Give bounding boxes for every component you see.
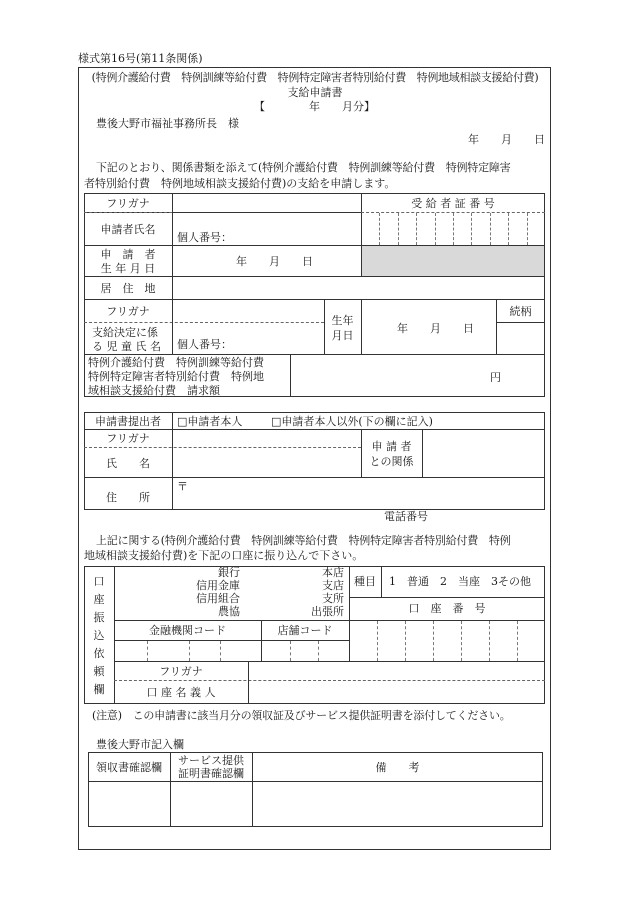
phone-label: 電話番号	[384, 510, 428, 523]
applicant-name-label: 申請者氏名	[100, 223, 156, 236]
bank-side-label-2: 座	[93, 593, 105, 606]
applicant-personal-number[interactable]: 個人番号：	[177, 231, 232, 244]
address-label: 居 住 地	[100, 282, 156, 295]
bank-side-label-4: 込	[93, 629, 105, 642]
submitter-relation-label-1: 申 請 者	[371, 440, 412, 453]
bank-side-label-6: 頼	[93, 665, 105, 678]
submitter-address-label: 住 所	[106, 491, 150, 504]
submitter-furigana-label: フリガナ	[106, 432, 150, 445]
submitter-option-other[interactable]: □申請者本人以外(下の欄に記入)	[271, 415, 433, 428]
inst-type-bank: 銀行	[218, 566, 240, 579]
branch-type-branch: 支店	[322, 579, 344, 592]
submitter-relation-label-2: との関係	[369, 455, 414, 468]
bank-intro-line-1: 上記に関する(特例介護給付費 特例訓練等給付費 特例特定障害者特別給付費 特例	[96, 534, 511, 547]
inst-type-nokyo: 農協	[218, 605, 240, 618]
city-section-title: 豊後大野市記入欄	[96, 738, 184, 751]
branch-type-main: 本店	[322, 566, 344, 579]
postal-mark: 〒	[177, 480, 188, 493]
month-bracket: 【 年 月分】	[254, 100, 375, 113]
form-title-types: (特例介護給付費 特例訓練等給付費 特例特定障害者特別給付費 特例地域相談支援給付費)	[91, 71, 539, 84]
form-number: 様式第16号(第11条関係)	[78, 52, 203, 65]
submitter-label: 申請書提出者	[95, 415, 161, 428]
account-kind-label: 種目	[354, 575, 376, 588]
bank-side-label-5: 依	[93, 647, 105, 660]
intro-line-2: 者特別給付費 特例地域相談支援給付費)の支給を申請します。	[84, 177, 396, 190]
child-birth-label-2: 月日	[331, 329, 354, 342]
holder-furigana-label: フリガナ	[159, 665, 203, 678]
claim-unit: 円	[490, 371, 501, 384]
claim-label-3: 域相談支援給付費 請求額	[88, 384, 220, 397]
bank-intro-line-2: 地域相談支援給付費)を下記の口座に振り込んで下さい。	[84, 549, 364, 562]
submitter-option-self[interactable]: □申請者本人	[177, 415, 243, 428]
inst-type-kumiai: 信用組合	[196, 592, 240, 605]
child-birth-label-1: 生年	[331, 314, 354, 327]
submitter-name-label: 氏 名	[106, 457, 150, 470]
branch-code-label: 店舗コード	[277, 624, 333, 637]
applicant-birth-date[interactable]: 年 月 日	[236, 255, 313, 268]
child-name-label-1: 支給決定に係	[92, 326, 158, 339]
applicant-birth-label-1: 申 請 者	[100, 248, 156, 261]
relation-label: 続柄	[509, 305, 532, 318]
receipt-check-label: 領収書確認欄	[96, 761, 162, 774]
account-kind-options[interactable]: 1 普通 2 当座 3その他	[389, 575, 531, 588]
institution-code-label: 金融機関コード	[149, 624, 226, 637]
applicant-furigana-label: フリガナ	[106, 197, 150, 210]
applicant-birth-label-2: 生 年 月 日	[100, 262, 156, 275]
account-number-label: 口 座 番 号	[408, 602, 486, 615]
service-check-label-2: 証明書確認欄	[178, 767, 244, 780]
child-furigana-label: フリガナ	[106, 305, 150, 318]
service-check-label-1: サービス提供	[178, 754, 244, 767]
form-title: 支給申請書	[287, 86, 343, 99]
recipient-number-label: 受 給 者 証 番 号	[411, 197, 495, 210]
inst-type-shinkin: 信用金庫	[196, 579, 240, 592]
addressee: 豊後大野市福祉事務所長 様	[96, 117, 239, 130]
branch-type-office: 出張所	[311, 605, 344, 618]
claim-label-2: 特例特定障害者特別給付費 特例地	[88, 370, 264, 383]
shaded-cell	[362, 246, 544, 276]
child-birth-date[interactable]: 年 月 日	[397, 322, 474, 335]
remarks-label: 備 考	[375, 761, 420, 774]
child-personal-number[interactable]: 個人番号：	[177, 338, 232, 351]
child-name-label-2: る 児 童 氏 名	[92, 340, 161, 353]
claim-label-1: 特例介護給付費 特例訓練等給付費	[88, 356, 264, 369]
account-holder-label: 口 座 名 義 人	[146, 686, 216, 699]
attachment-note: (注意) この申請書に該当月分の領収証及びサービス提供証明書を添付してください。	[92, 709, 511, 722]
branch-type-sub: 支所	[322, 592, 344, 605]
bank-side-label-7: 欄	[93, 683, 105, 696]
intro-line-1: 下記のとおり、関係書類を添えて(特例介護給付費 特例訓練等給付費 特例特定障害	[96, 161, 511, 174]
bank-side-label-3: 振	[93, 611, 105, 624]
bank-side-label-1: 口	[93, 575, 105, 588]
application-date[interactable]: 年 月 日	[468, 133, 545, 146]
